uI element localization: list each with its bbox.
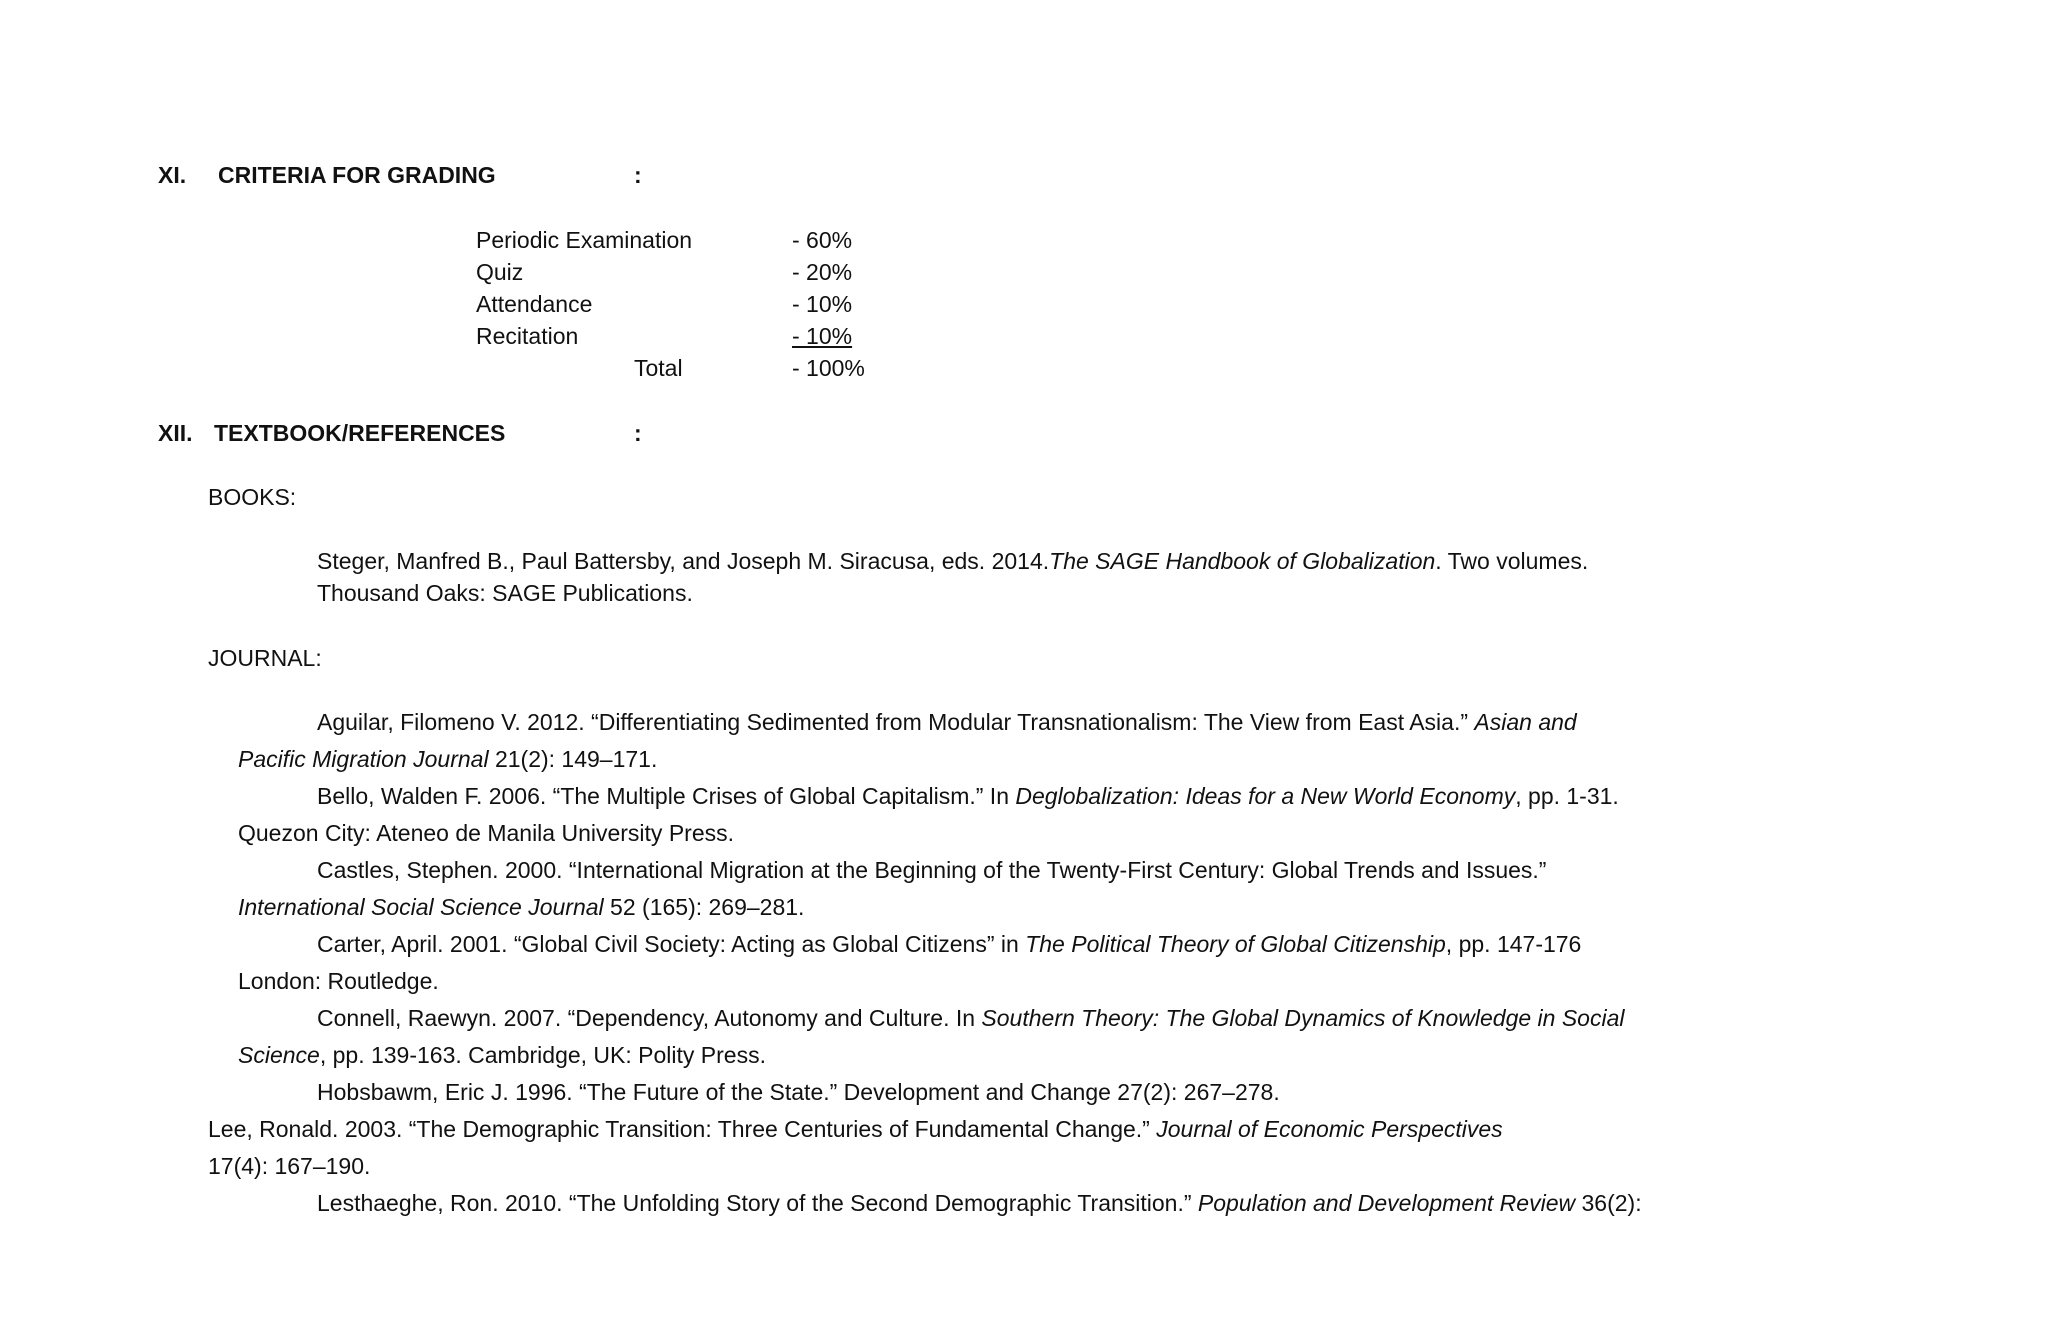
section-title-grading: CRITERIA FOR GRADING [218,162,496,188]
book-entry-line2: Thousand Oaks: SAGE Publications. [317,580,693,606]
section-colon-references: : [634,420,642,446]
grading-item-label: Periodic Examination [476,227,693,253]
journal-entry-line [238,1040,766,1070]
book-entry-text: . Two volumes. [1435,548,1589,574]
books-heading: BOOKS: [208,484,297,510]
book-entry-line1 [317,546,1588,576]
reference-text: 52 (165): 269–281. [603,894,805,920]
reference-title: The Political Theory of Global Citizenship [1025,931,1446,957]
journal-entry-line: 17(4): 167–190. [208,1153,371,1179]
grading-item-value-underlined: - 10% [792,323,853,349]
reference-title: Southern Theory: The Global Dynamics of Knowledge in Social [981,1005,1625,1031]
grading-item-label: Quiz [476,259,524,285]
section-number-xii: XII. [158,420,193,446]
grading-item-value: - 60% [792,227,853,253]
grading-item-value: - 20% [792,259,853,285]
journal-entry-line [317,1188,1642,1218]
reference-text: Connell, Raewyn. 2007. “Dependency, Autonomy and Culture. In [317,1005,982,1031]
reference-text: Lee, Ronald. 2003. “The Demographic Transition: Three Centuries of Fundamental Change.” [208,1116,1157,1142]
section-colon-grading: : [634,162,642,188]
journal-entry-line [208,1114,1503,1144]
reference-text: Carter, April. 2001. “Global Civil Society: Acting as Global Citizens” in [317,931,1026,957]
book-entry-text: Steger, Manfred B., Paul Battersby, and Joseph M. Siracusa, eds. 2014. [317,548,1050,574]
journal-entry-line [317,781,1619,811]
journal-entry-line [238,744,657,774]
book-title: The SAGE Handbook of Globalization [1049,548,1436,574]
reference-text: Bello, Walden F. 2006. “The Multiple Crises of Global Capitalism.” In [317,783,1016,809]
reference-text: Aguilar, Filomeno V. 2012. “Differentiating Sedimented from Modular Transnationalism: The View from East Asia.” [317,709,1475,735]
reference-title: Journal of Economic Perspectives [1156,1116,1503,1142]
journal-entry-line [317,707,1577,737]
journal-entry-line [238,892,804,922]
journal-entry-line [317,929,1581,959]
reference-text: 21(2): 149–171. [488,746,658,772]
section-number-xi: XI. [158,162,187,188]
reference-text: , pp. 139-163. Cambridge, UK: Polity Press. [319,1042,766,1068]
reference-title: Pacific Migration Journal [238,746,489,772]
journal-entry-line: Castles, Stephen. 2000. “International Migration at the Beginning of the Twenty-First Century: Global Trends and Issues.” [317,857,1547,883]
grading-total-label: Total [634,355,683,381]
journal-entry-line: London: Routledge. [238,968,439,994]
reference-title: Deglobalization: Ideas for a New World Economy [1015,783,1516,809]
reference-title: International Social Science Journal [238,894,604,920]
grading-item-label: Attendance [476,291,593,317]
reference-title: Asian and [1474,709,1577,735]
reference-text: Lesthaeghe, Ron. 2010. “The Unfolding Story of the Second Demographic Transition.” [317,1190,1198,1216]
journal-entry-line: Quezon City: Ateneo de Manila University Press. [238,820,735,846]
journal-entry-line: Hobsbawm, Eric J. 1996. “The Future of the State.” Development and Change 27(2): 267–278. [317,1079,1280,1105]
grading-total-value: - 100% [792,355,865,381]
reference-text: 36(2): [1575,1190,1642,1216]
reference-title: Science [238,1042,320,1068]
reference-title: Population and Development Review [1197,1190,1576,1216]
section-title-references: TEXTBOOK/REFERENCES [214,420,506,446]
reference-text: , pp. 147-176 [1445,931,1582,957]
journal-entry-line [317,1003,1624,1033]
grading-item-label: Recitation [476,323,579,349]
journal-heading: JOURNAL: [208,645,322,671]
reference-text: , pp. 1-31. [1515,783,1619,809]
grading-item-value: - 10% [792,291,853,317]
